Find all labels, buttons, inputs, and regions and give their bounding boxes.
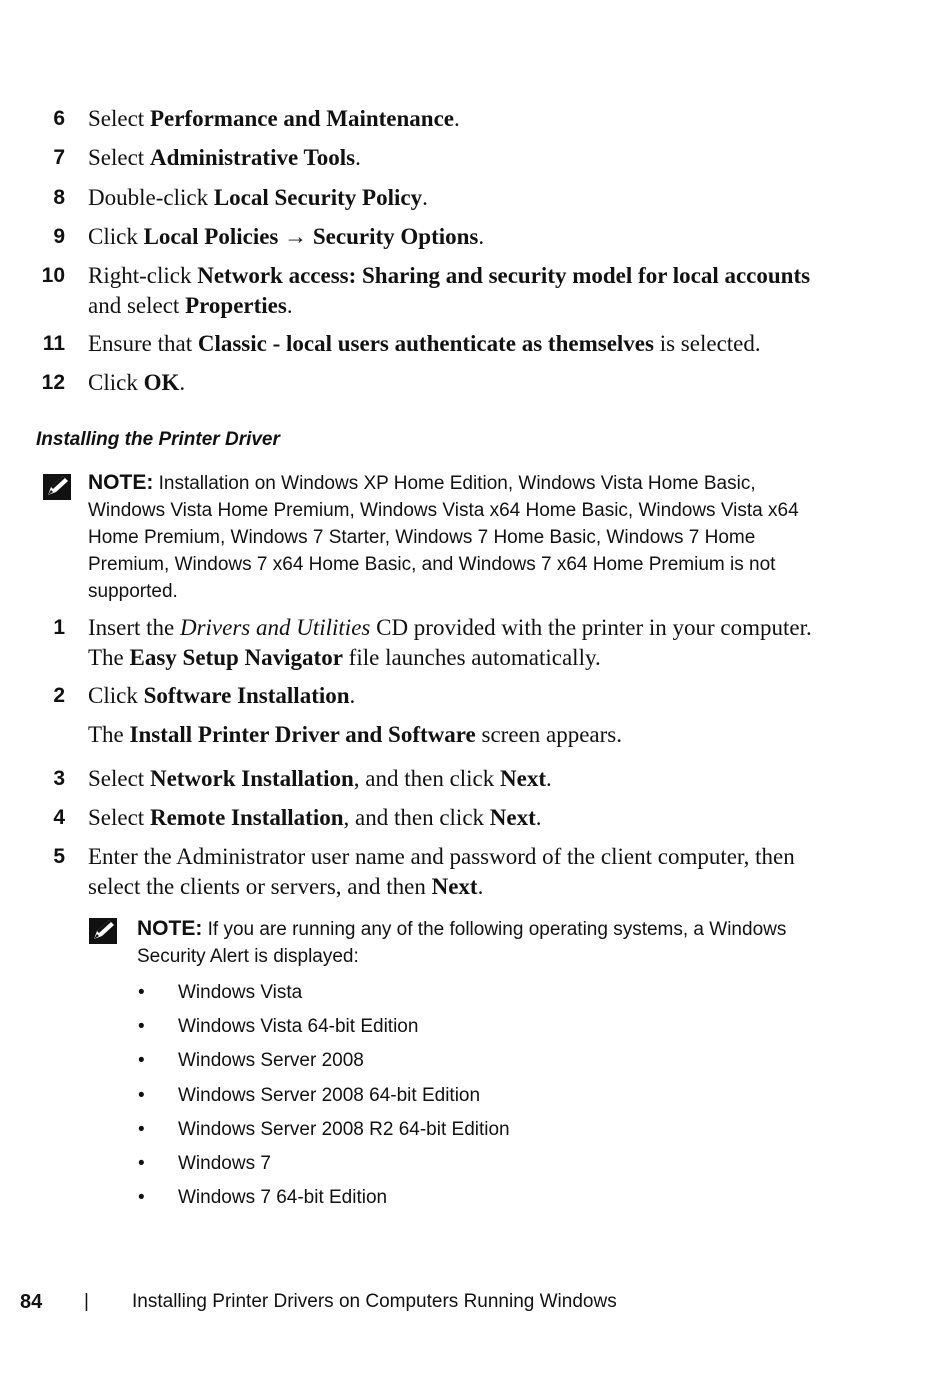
step-11 [0, 329, 830, 359]
step-8 [0, 183, 830, 213]
step-10 [0, 261, 830, 321]
step-number: 2 [53, 684, 65, 707]
step-text: Ensure that Classic - local users authenticate as themselves is selected. [88, 331, 761, 356]
list-item: • Windows Vista 64-bit Edition [138, 1014, 510, 1048]
step-5 [0, 842, 830, 902]
step-3 [0, 764, 830, 794]
bullet-icon: • [138, 1016, 145, 1038]
step-number: 9 [53, 225, 65, 248]
step-text: Select Network Installation, and then click Next. [88, 766, 552, 791]
step-text: Click Local Policies → Security Options. [88, 224, 485, 249]
step-number: 4 [53, 806, 65, 829]
page-number: 84 [20, 1291, 43, 1313]
step-text: Select Performance and Maintenance. [88, 106, 460, 131]
bullet-icon: • [138, 1152, 145, 1174]
step-number: 10 [41, 264, 65, 287]
step-text: Enter the Administrator user name and password of the client computer, then select the clients or servers, and then Next. [88, 844, 795, 899]
step-9 [0, 222, 830, 252]
list-item: • Windows Vista [138, 980, 510, 1014]
step-number: 7 [53, 146, 65, 169]
step-2 [0, 681, 830, 711]
bullet-icon: • [138, 1118, 145, 1140]
note-text: Installation on Windows XP Home Edition, Windows Vista Home Basic, Windows Vista Home Premium, Windows Vista x64 Home Basic, Windows Vista x64 Home Premium, Windows 7 Starter, Windows 7 Home Basic, Windows 7 Home Premium, Windows 7 x64 Home Basic, and Windows 7 x64 Home Premium is not supported. [88, 473, 799, 602]
bullet-icon: • [138, 1050, 145, 1072]
step-text: Click OK. [88, 370, 186, 395]
footer-separator: | [84, 1291, 89, 1312]
os-list [138, 980, 510, 1219]
note-pencil-icon [42, 473, 72, 501]
step-12 [0, 368, 830, 398]
step-text: Insert the Drivers and Utilities CD provided with the printer in your computer. The Easy Setup Navigator file launches automatically. [88, 615, 812, 670]
bullet-icon: • [138, 1084, 145, 1106]
list-item: • Windows Server 2008 R2 64-bit Edition [138, 1117, 510, 1151]
step-6 [0, 104, 830, 134]
step-1 [0, 613, 830, 673]
step-number: 3 [53, 767, 65, 790]
step-text: Click Software Installation. [88, 683, 356, 708]
bullet-icon: • [138, 982, 145, 1003]
step-text: Right-click Network access: Sharing and security model for local accounts and select Properties. [88, 263, 811, 318]
section-heading: Installing the Printer Driver [36, 429, 280, 450]
step-number: 8 [53, 186, 65, 209]
note-text: If you are running any of the following operating systems, a Windows Security Alert is displayed: [137, 919, 787, 967]
step-text: Select Administrative Tools. [88, 145, 361, 170]
step-number: 6 [53, 107, 65, 130]
step-number: 5 [53, 845, 65, 868]
step-4 [0, 803, 830, 833]
note-security-alert [137, 915, 827, 970]
step-7 [0, 143, 830, 173]
note-label: NOTE: [88, 471, 154, 494]
step-number: 11 [42, 332, 65, 355]
step-number: 12 [41, 371, 65, 394]
list-item: • Windows Server 2008 64-bit Edition [138, 1083, 510, 1117]
note-unsupported-editions [88, 469, 828, 605]
list-item: • Windows Server 2008 [138, 1048, 510, 1082]
step-text: Select Remote Installation, and then click Next. [88, 805, 542, 830]
step-number: 1 [53, 616, 65, 639]
list-item: • Windows 7 64-bit Edition [138, 1185, 510, 1219]
step-text: Double-click Local Security Policy. [88, 185, 428, 210]
note-pencil-icon [88, 917, 118, 945]
step-2-result: The Install Printer Driver and Software screen appears. [88, 722, 622, 747]
bullet-icon: • [138, 1187, 145, 1209]
note-label: NOTE: [137, 917, 203, 940]
chapter-title: Installing Printer Drivers on Computers Running Windows [132, 1291, 617, 1312]
list-item: • Windows 7 [138, 1151, 510, 1185]
